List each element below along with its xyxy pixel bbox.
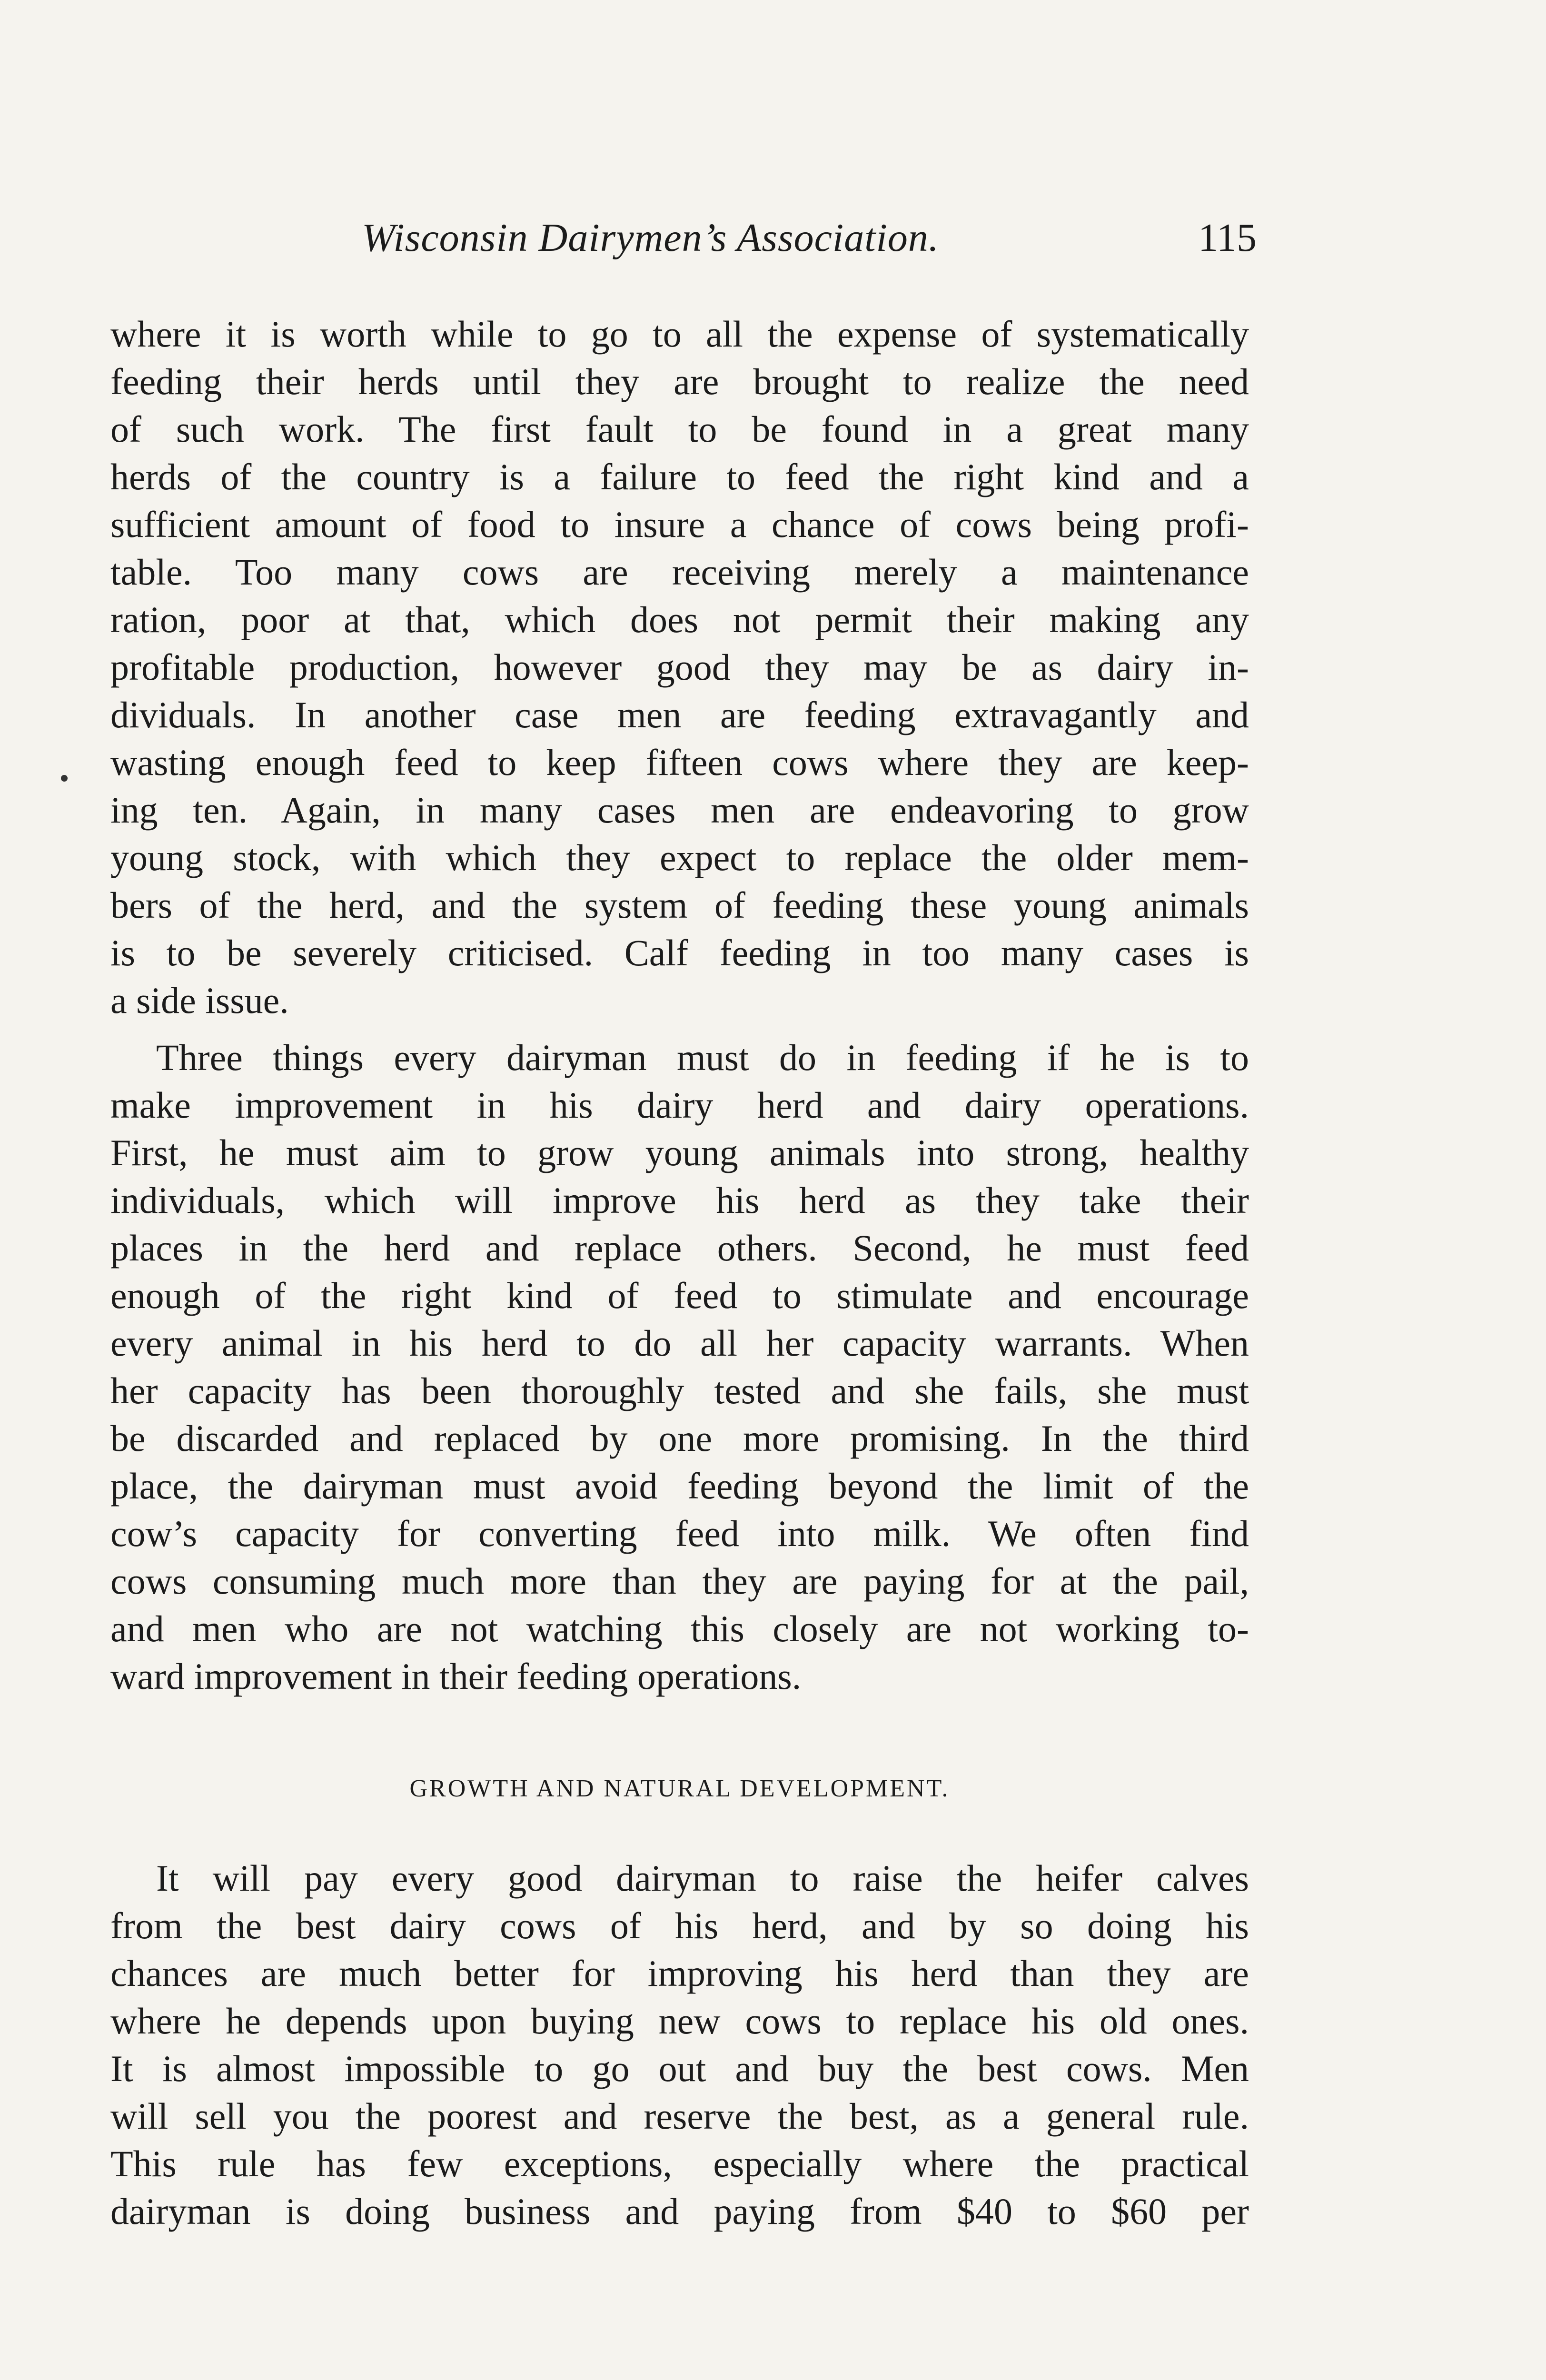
text-line: is to be severely criticised. Calf feeding in too many cases is <box>110 932 1249 973</box>
section-paragraph <box>110 1854 1249 2235</box>
text-line: make improvement in his dairy herd and dairy operations. <box>110 1084 1249 1126</box>
text-line: a side issue. <box>110 980 289 1021</box>
text-line: Three things every dairyman must do in feeding if he is to <box>156 1037 1249 1078</box>
text-line: where it is worth while to go to all the expense of systematically <box>110 313 1249 355</box>
text-line: bers of the herd, and the system of feeding these young animals <box>110 884 1249 926</box>
text-line: from the best dairy cows of his herd, and by so doing his <box>110 1905 1249 1946</box>
text-line: her capacity has been thoroughly tested and she fails, she must <box>110 1370 1249 1411</box>
text-line: enough of the right kind of feed to stimulate and encourage <box>110 1275 1249 1316</box>
text-line: dairyman is doing business and paying from $40 to $60 per <box>110 2191 1249 2232</box>
text-line: ing ten. Again, in many cases men are endeavoring to grow <box>110 789 1249 831</box>
text-line: profitable production, however good they may be as dairy in- <box>110 646 1249 688</box>
running-head-title: Wisconsin Dairymen’s Association. <box>362 216 939 260</box>
text-line: It is almost impossible to go out and buy the best cows. Men <box>110 2048 1249 2089</box>
text-line: ration, poor at that, which does not permit their making any <box>110 599 1249 640</box>
text-line: This rule has few exceptions, especially where the practical <box>110 2143 1249 2184</box>
text-line: where he depends upon buying new cows to replace his old ones. <box>110 2000 1249 2042</box>
text-line: young stock, with which they expect to replace the older mem- <box>110 837 1249 878</box>
text-line: It will pay every good dairyman to raise the heifer calves <box>156 1857 1249 1899</box>
text-line: will sell you the poorest and reserve the best, as a general rule. <box>110 2095 1249 2137</box>
text-line: sufficient amount of food to insure a chance of cows being profi- <box>110 504 1249 545</box>
text-line: herds of the country is a failure to feed the right kind and a <box>110 456 1249 497</box>
text-line: dividuals. In another case men are feeding extravagantly and <box>110 694 1249 735</box>
paragraph <box>110 1034 1249 1700</box>
text-line: and men who are not watching this closely are not working to- <box>110 1608 1249 1649</box>
text-line: cow’s capacity for converting feed into milk. We often find <box>110 1513 1249 1554</box>
text-line: First, he must aim to grow young animals into strong, healthy <box>110 1132 1249 1173</box>
text-line: be discarded and replaced by one more promising. In the third <box>110 1418 1249 1459</box>
running-head <box>362 209 1257 267</box>
text-line: individuals, which will improve his herd as they take their <box>110 1180 1249 1221</box>
text-line: wasting enough feed to keep fifteen cows where they are keep- <box>110 742 1249 783</box>
text-line: table. Too many cows are receiving merely a maintenance <box>110 551 1249 593</box>
paragraph-continued <box>110 310 1249 1024</box>
text-line: place, the dairyman must avoid feeding beyond the limit of the <box>110 1465 1249 1507</box>
text-line: feeding their herds until they are brought to realize the need <box>110 361 1249 402</box>
text-line: of such work. The first fault to be found in a great many <box>110 408 1249 450</box>
text-line: ward improvement in their feeding operations. <box>110 1656 802 1697</box>
section-heading: GROWTH AND NATURAL DEVELOPMENT. <box>409 1775 950 1802</box>
text-line: places in the herd and replace others. Second, he must feed <box>110 1227 1249 1269</box>
margin-mark <box>61 775 68 782</box>
text-line: every animal in his herd to do all her capacity warrants. When <box>110 1322 1249 1364</box>
text-line: cows consuming much more than they are paying for at the pail, <box>110 1560 1249 1602</box>
text-line: chances are much better for improving his herd than they are <box>110 1953 1249 1994</box>
page-number: 115 <box>1198 216 1257 260</box>
